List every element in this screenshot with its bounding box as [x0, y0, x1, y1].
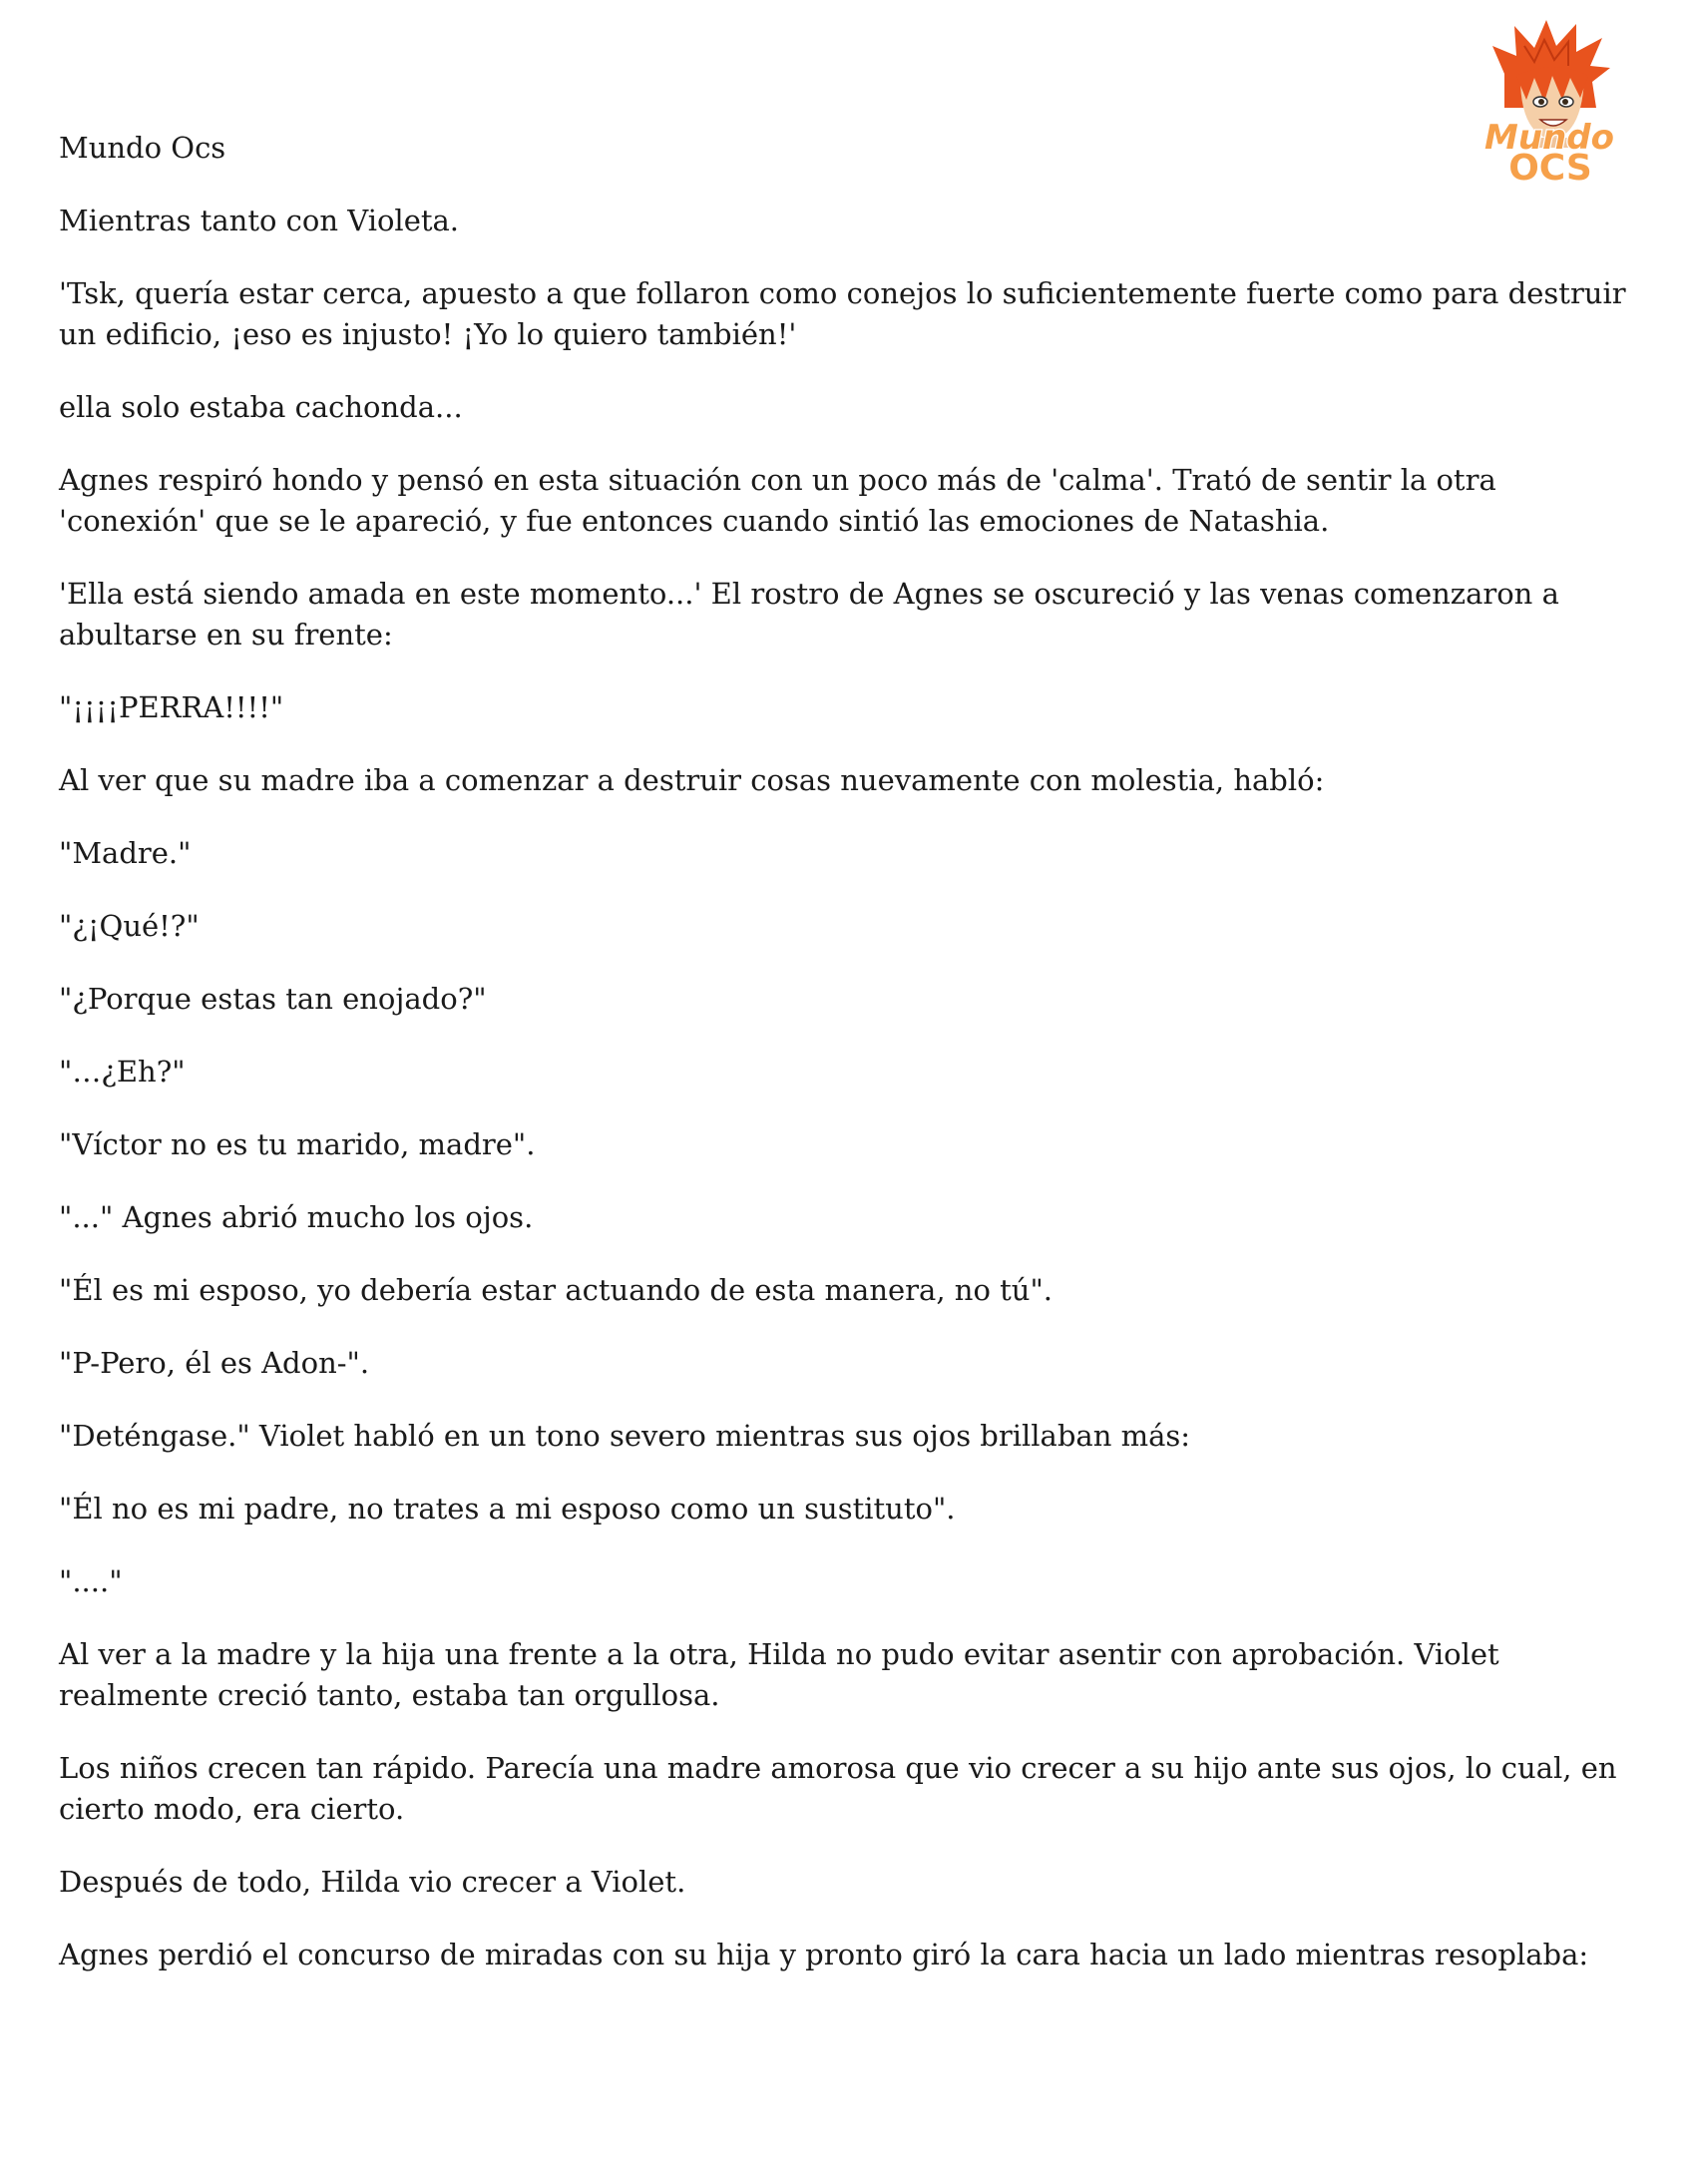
paragraph: "..." Agnes abrió mucho los ojos.: [59, 1200, 534, 1234]
paragraph: "¡¡¡¡PERRA!!!!": [59, 690, 284, 724]
paragraph: Después de todo, Hilda vio crecer a Violet.: [59, 1865, 686, 1899]
paragraph: Mientras tanto con Violeta.: [59, 204, 460, 237]
document-header: Mundo Ocs: [59, 131, 226, 165]
logo-text-line1: Mundo: [1484, 118, 1614, 158]
paragraph: ella solo estaba cachonda...: [59, 390, 463, 424]
logo-text-line2: OCS: [1508, 148, 1592, 186]
paragraph: "Deténgase." Violet habló en un tono severo mientras sus ojos brillaban más:: [59, 1419, 1191, 1453]
paragraph: Agnes respiró hondo y pensó en esta situación con un poco más de 'calma'. Trató de sentir la otra 'conexión' que se le apareció, y fue entonces cuando sintió las emociones de Natashia.: [59, 463, 1496, 538]
paragraph: "¿¡Qué!?": [59, 909, 200, 943]
paragraph: "¿Porque estas tan enojado?": [59, 982, 487, 1016]
paragraph: Al ver que su madre iba a comenzar a destruir cosas nuevamente con molestia, habló:: [59, 763, 1325, 797]
paragraph: 'Tsk, quería estar cerca, apuesto a que follaron como conejos lo suficientemente fuerte como para destruir un edificio, ¡eso es injusto! ¡Yo lo quiero también!': [59, 276, 1626, 351]
paragraph: "Madre.": [59, 836, 192, 870]
paragraph: "Él es mi esposo, yo debería estar actuando de esta manera, no tú".: [59, 1273, 1054, 1307]
paragraph: Agnes perdió el concurso de miradas con su hija y pronto giró la cara hacia un lado mientras resoplaba:: [59, 1938, 1589, 1971]
paragraph: "…¿Eh?": [59, 1055, 186, 1089]
paragraph: "P-Pero, él es Adon-".: [59, 1346, 370, 1380]
paragraph: "Él no es mi padre, no trates a mi esposo como un sustituto".: [59, 1492, 956, 1526]
paragraph: Al ver a la madre y la hija una frente a la otra, Hilda no pudo evitar asentir con aprobación. Violet realmente creció tanto, estaba tan orgullosa.: [59, 1637, 1499, 1712]
paragraph: "....": [59, 1564, 123, 1598]
paragraph: Los niños crecen tan rápido. Parecía una madre amorosa que vio crecer a su hijo ante sus ojos, lo cual, en cierto modo, era cierto.: [59, 1751, 1617, 1826]
document-body: [59, 128, 1635, 2007]
paragraph: 'Ella está siendo amada en este momento...' El rostro de Agnes se oscureció y las venas comenzaron a abultarse en su frente:: [59, 577, 1559, 652]
paragraph: "Víctor no es tu marido, madre".: [59, 1127, 536, 1161]
